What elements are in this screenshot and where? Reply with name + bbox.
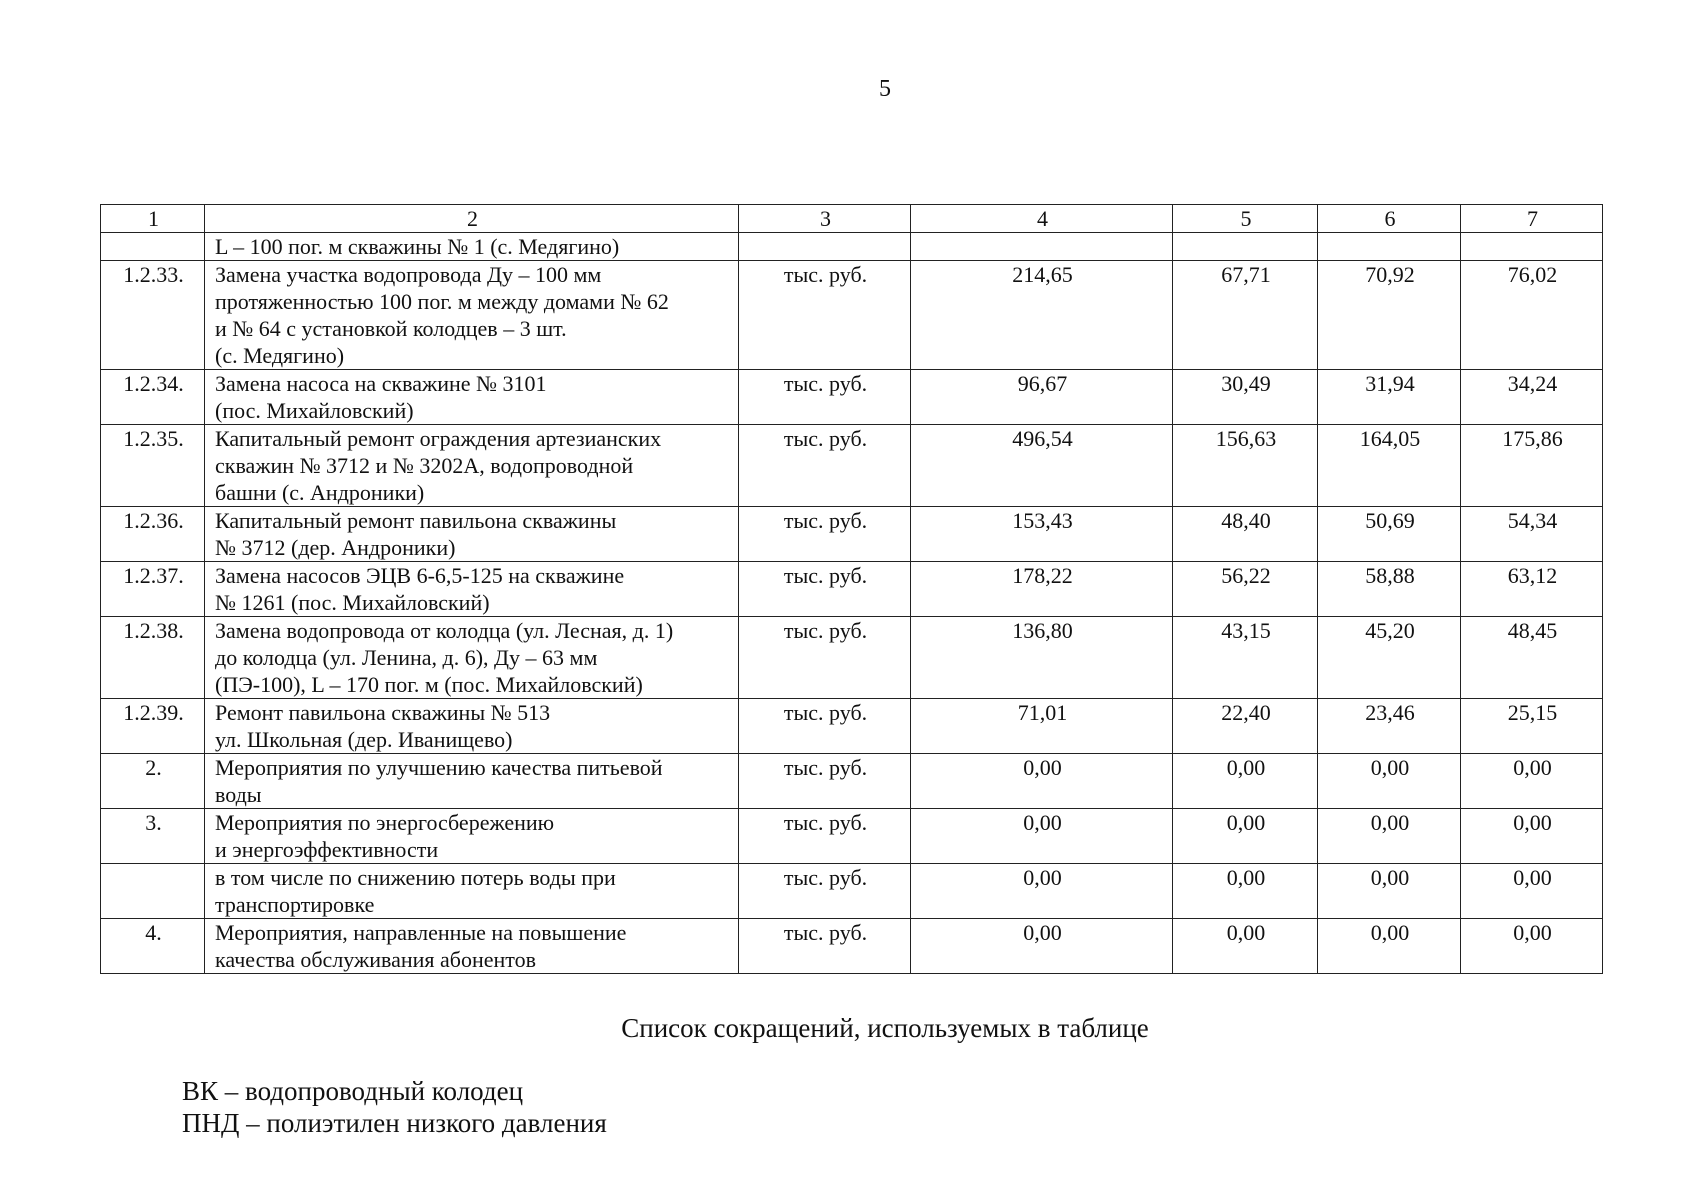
description-cell (205, 507, 739, 562)
unit-cell: тыс. руб. (739, 754, 911, 809)
description-line: и энергоэффективности (215, 837, 439, 862)
value-cell-col5: 67,71 (1173, 261, 1318, 370)
description-line: № 3712 (дер. Андроники) (215, 535, 456, 560)
description-cell (205, 809, 739, 864)
value-cell-col6: 0,00 (1318, 754, 1461, 809)
value-cell-col5: 43,15 (1173, 617, 1318, 699)
table-row (101, 562, 1603, 617)
value-cell-col7: 34,24 (1461, 370, 1603, 425)
value-cell-col4: 0,00 (911, 809, 1173, 864)
column-header: 6 (1318, 205, 1461, 233)
description-cell (205, 370, 739, 425)
description-line: (ПЭ-100), L – 170 пог. м (пос. Михайловский) (215, 672, 643, 697)
value-cell-col7: 54,34 (1461, 507, 1603, 562)
item-number-cell: 3. (101, 809, 205, 864)
item-number-cell: 1.2.38. (101, 617, 205, 699)
description-cell (205, 699, 739, 754)
table-row (101, 754, 1603, 809)
unit-cell: тыс. руб. (739, 919, 911, 974)
item-number-cell (101, 233, 205, 261)
table-row (101, 261, 1603, 370)
value-cell-col4: 178,22 (911, 562, 1173, 617)
measures-table (100, 204, 1603, 974)
description-line: качества обслуживания абонентов (215, 947, 536, 972)
description-line: Замена участка водопровода Ду – 100 мм (215, 262, 602, 287)
unit-cell: тыс. руб. (739, 809, 911, 864)
value-cell-col4: 0,00 (911, 864, 1173, 919)
description-line: Мероприятия по энергосбережению (215, 810, 555, 835)
value-cell-col4: 96,67 (911, 370, 1173, 425)
table-row (101, 809, 1603, 864)
value-cell-col6 (1318, 233, 1461, 261)
column-header: 5 (1173, 205, 1318, 233)
value-cell-col6: 58,88 (1318, 562, 1461, 617)
description-line: № 1261 (пос. Михайловский) (215, 590, 490, 615)
description-cell (205, 919, 739, 974)
value-cell-col5: 22,40 (1173, 699, 1318, 754)
table-row (101, 425, 1603, 507)
value-cell-col4: 0,00 (911, 754, 1173, 809)
description-line: транспортировке (215, 892, 375, 917)
description-line: Капитальный ремонт павильона скважины (215, 508, 617, 533)
description-line: Замена насосов ЭЦВ 6-6,5-125 на скважине (215, 563, 625, 588)
value-cell-col7: 76,02 (1461, 261, 1603, 370)
value-cell-col6: 31,94 (1318, 370, 1461, 425)
unit-cell: тыс. руб. (739, 699, 911, 754)
description-line: в том числе по снижению потерь воды при (215, 865, 616, 890)
description-cell (205, 425, 739, 507)
table-row (101, 699, 1603, 754)
value-cell-col5: 0,00 (1173, 864, 1318, 919)
value-cell-col6: 164,05 (1318, 425, 1461, 507)
value-cell-col5: 0,00 (1173, 919, 1318, 974)
item-number-cell (101, 864, 205, 919)
value-cell-col6: 45,20 (1318, 617, 1461, 699)
page-number: 5 (879, 76, 891, 102)
unit-cell: тыс. руб. (739, 507, 911, 562)
description-line: (пос. Михайловский) (215, 398, 414, 423)
description-line: воды (215, 782, 262, 807)
value-cell-col4 (911, 233, 1173, 261)
value-cell-col5: 0,00 (1173, 754, 1318, 809)
value-cell-col7: 0,00 (1461, 919, 1603, 974)
value-cell-col5: 0,00 (1173, 809, 1318, 864)
value-cell-col4: 71,01 (911, 699, 1173, 754)
unit-cell: тыс. руб. (739, 562, 911, 617)
description-cell (205, 261, 739, 370)
unit-cell: тыс. руб. (739, 425, 911, 507)
value-cell-col7: 0,00 (1461, 754, 1603, 809)
unit-cell: тыс. руб. (739, 864, 911, 919)
description-line: Мероприятия по улучшению качества питьевой (215, 755, 663, 780)
description-cell (205, 562, 739, 617)
value-cell-col5: 48,40 (1173, 507, 1318, 562)
value-cell-col7: 48,45 (1461, 617, 1603, 699)
unit-cell (739, 233, 911, 261)
value-cell-col7: 0,00 (1461, 809, 1603, 864)
unit-cell: тыс. руб. (739, 617, 911, 699)
table-row (101, 507, 1603, 562)
item-number-cell: 1.2.39. (101, 699, 205, 754)
description-line: скважин № 3712 и № 3202А, водопроводной (215, 453, 634, 478)
description-line: Ремонт павильона скважины № 513 (215, 700, 551, 725)
abbreviation-item: ВК – водопроводный колодец (182, 1076, 524, 1106)
description-line: ул. Школьная (дер. Иванищево) (215, 727, 513, 752)
item-number-cell: 1.2.37. (101, 562, 205, 617)
unit-cell: тыс. руб. (739, 261, 911, 370)
value-cell-col5: 56,22 (1173, 562, 1318, 617)
description-line: Замена водопровода от колодца (ул. Лесная, д. 1) (215, 618, 674, 643)
abbreviations-list (182, 1075, 607, 1139)
description-line: L – 100 пог. м скважины № 1 (с. Медягино) (215, 234, 620, 259)
value-cell-col4: 214,65 (911, 261, 1173, 370)
value-cell-col5: 156,63 (1173, 425, 1318, 507)
description-cell (205, 617, 739, 699)
value-cell-col4: 136,80 (911, 617, 1173, 699)
abbreviation-item: ПНД – полиэтилен низкого давления (182, 1108, 607, 1138)
value-cell-col6: 0,00 (1318, 809, 1461, 864)
description-line: Замена насоса на скважине № 3101 (215, 371, 547, 396)
column-header: 7 (1461, 205, 1603, 233)
item-number-cell: 2. (101, 754, 205, 809)
description-cell (205, 864, 739, 919)
value-cell-col4: 0,00 (911, 919, 1173, 974)
value-cell-col7: 0,00 (1461, 864, 1603, 919)
table-row (101, 233, 1603, 261)
unit-cell: тыс. руб. (739, 370, 911, 425)
item-number-cell: 1.2.35. (101, 425, 205, 507)
value-cell-col4: 496,54 (911, 425, 1173, 507)
table-row (101, 370, 1603, 425)
description-line: Мероприятия, направленные на повышение (215, 920, 627, 945)
value-cell-col6: 50,69 (1318, 507, 1461, 562)
column-header: 3 (739, 205, 911, 233)
value-cell-col7: 175,86 (1461, 425, 1603, 507)
value-cell-col6: 0,00 (1318, 919, 1461, 974)
value-cell-col4: 153,43 (911, 507, 1173, 562)
description-line: Капитальный ремонт ограждения артезианских (215, 426, 662, 451)
description-cell (205, 754, 739, 809)
item-number-cell: 4. (101, 919, 205, 974)
column-header: 1 (101, 205, 205, 233)
table-header-row (101, 205, 1603, 233)
item-number-cell: 1.2.34. (101, 370, 205, 425)
table-body (101, 205, 1603, 974)
description-line: (с. Медягино) (215, 343, 345, 368)
item-number-cell: 1.2.36. (101, 507, 205, 562)
column-header: 2 (205, 205, 739, 233)
value-cell-col7: 63,12 (1461, 562, 1603, 617)
value-cell-col5: 30,49 (1173, 370, 1318, 425)
table-row (101, 919, 1603, 974)
value-cell-col6: 0,00 (1318, 864, 1461, 919)
table-row (101, 864, 1603, 919)
description-line: и № 64 с установкой колодцев – 3 шт. (215, 316, 567, 341)
value-cell-col6: 23,46 (1318, 699, 1461, 754)
column-header: 4 (911, 205, 1173, 233)
abbreviations-title: Список сокращений, используемых в таблице (621, 1013, 1149, 1043)
value-cell-col6: 70,92 (1318, 261, 1461, 370)
description-line: башни (с. Андроники) (215, 480, 425, 505)
value-cell-col7 (1461, 233, 1603, 261)
value-cell-col7: 25,15 (1461, 699, 1603, 754)
description-line: протяженностью 100 пог. м между домами № 62 (215, 289, 669, 314)
value-cell-col5 (1173, 233, 1318, 261)
table-row (101, 617, 1603, 699)
description-cell (205, 233, 739, 261)
item-number-cell: 1.2.33. (101, 261, 205, 370)
description-line: до колодца (ул. Ленина, д. 6), Ду – 63 мм (215, 645, 598, 670)
